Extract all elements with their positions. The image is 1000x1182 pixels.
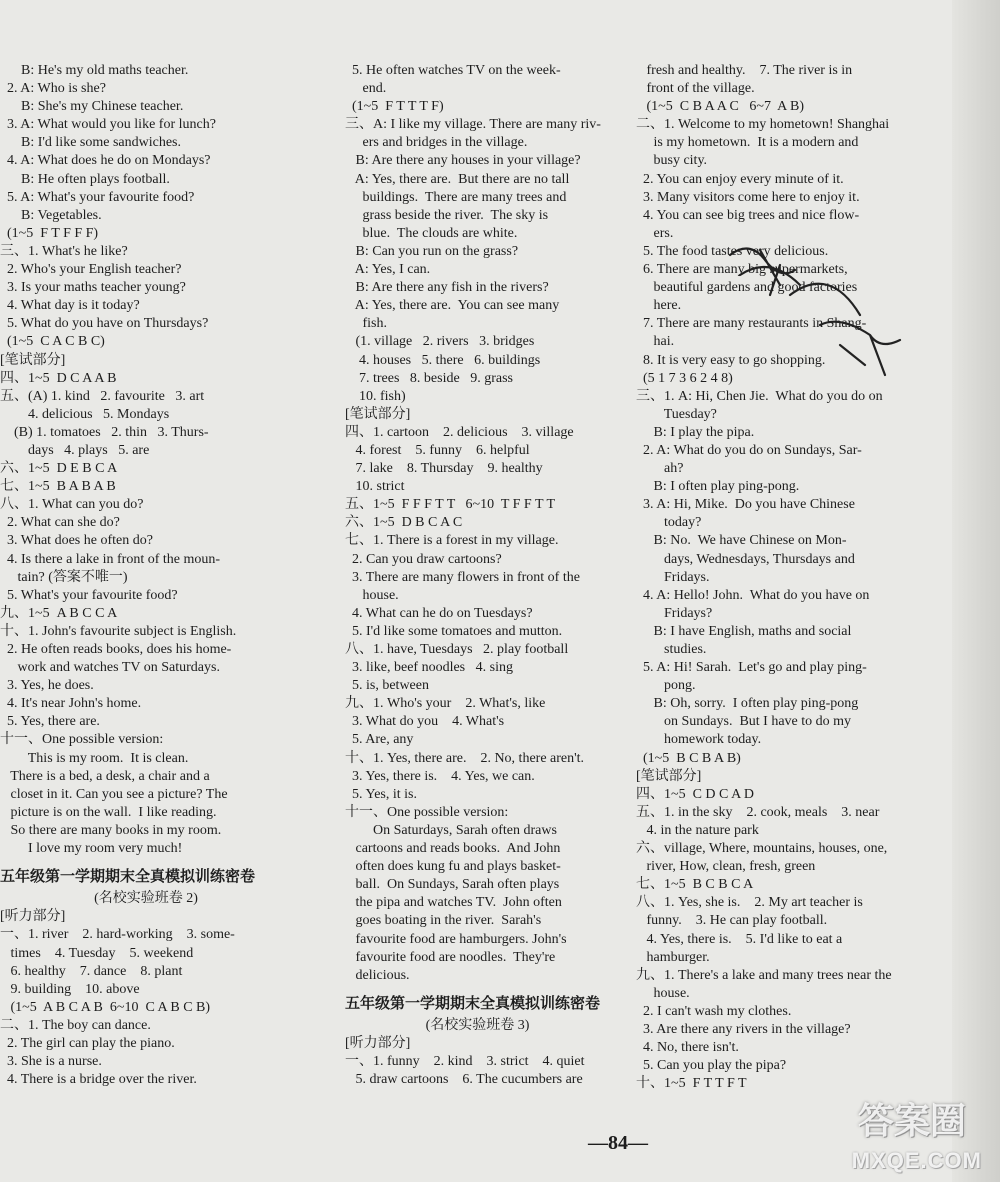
answer-line: 三、A: I like my village. There are many riv- bbox=[345, 117, 601, 133]
answer-line: cartoons and reads books. And John bbox=[345, 841, 561, 857]
answer-line: B: Vegetables. bbox=[0, 207, 102, 223]
answer-line: 八、1. have, Tuesdays 2. play football bbox=[345, 642, 569, 657]
answer-line: house. bbox=[636, 985, 690, 1001]
answer-line: 十、1. Yes, there are. 2. No, there aren't. bbox=[345, 750, 585, 766]
answer-line: often does kung fu and plays basket- bbox=[345, 859, 561, 875]
answer-line: 5. Yes, there are. bbox=[0, 714, 100, 730]
answer-line: 六、1~5 D B C A C bbox=[345, 515, 463, 531]
answer-line: 一、1. funny 2. kind 3. strict 4. quiet bbox=[345, 1054, 585, 1070]
answer-line: 二、1. Welcome to my hometown! Shanghai bbox=[636, 117, 890, 133]
answer-line: 2. A: Who is she? bbox=[0, 81, 106, 97]
answer-line: 4. A: Hello! John. What do you have on bbox=[636, 587, 870, 603]
answer-line: B: She's my Chinese teacher. bbox=[0, 99, 184, 115]
answer-line: days 4. plays 5. are bbox=[0, 442, 150, 458]
answer-line: days, Wednesdays, Thursdays and bbox=[636, 551, 855, 567]
answer-line: end. bbox=[345, 81, 387, 97]
answer-line: (1. village 2. rivers 3. bridges bbox=[345, 334, 535, 350]
answer-line: B: I often play ping-pong. bbox=[636, 479, 800, 495]
answer-line: 2. Who's your English teacher? bbox=[0, 262, 182, 278]
answer-line: beautiful gardens and good factories bbox=[636, 280, 858, 296]
answer-line: 2. What can she do? bbox=[0, 515, 120, 531]
answer-line: 5. draw cartoons 6. The cucumbers are bbox=[345, 1072, 583, 1088]
answer-line: 十、1~5 F T T F T bbox=[636, 1076, 747, 1092]
answer-line: 10. strict bbox=[345, 479, 405, 495]
answer-line: 4. houses 5. there 6. buildings bbox=[345, 352, 541, 368]
answer-line: 5. The food tastes very delicious. bbox=[636, 243, 829, 259]
answer-line: (1~5 A B C A B 6~10 C A B C B) bbox=[0, 999, 211, 1015]
answer-line: 3. Yes, he does. bbox=[0, 678, 94, 694]
answer-line: favourite food are noodles. They're bbox=[345, 949, 556, 965]
answer-line: I love my room very much! bbox=[0, 841, 183, 857]
answer-line: A: Yes, there are. You can see many bbox=[345, 298, 560, 314]
answer-line: 3. Many visitors come here to enjoy it. bbox=[636, 189, 860, 205]
answer-line: grass beside the river. The sky is bbox=[345, 207, 549, 223]
answer-line: 3. She is a nurse. bbox=[0, 1054, 102, 1070]
answer-line: (1~5 F T T T F) bbox=[345, 99, 444, 115]
answer-line: 九、1. There's a lake and many trees near the bbox=[636, 967, 892, 983]
answer-line: B: I'd like some sandwiches. bbox=[0, 135, 181, 151]
answer-line: front of the village. bbox=[636, 81, 755, 97]
answer-line: 6. healthy 7. dance 8. plant bbox=[0, 963, 183, 979]
answer-line: [听力部分] bbox=[0, 909, 66, 925]
answer-line: 五、(A) 1. kind 2. favourite 3. art bbox=[0, 388, 205, 404]
answer-line: delicious. bbox=[345, 967, 410, 983]
answer-line: work and watches TV on Saturdays. bbox=[0, 660, 220, 676]
answer-line: ah? bbox=[636, 461, 684, 477]
answer-line: closet in it. Can you see a picture? The bbox=[0, 786, 228, 802]
answer-line: 四、1~5 C D C A D bbox=[636, 786, 755, 802]
answer-line: B: He often plays football. bbox=[0, 171, 170, 187]
watermark-cn-text: 答案圈 bbox=[857, 1101, 966, 1142]
answer-line: 5. Can you play the pipa? bbox=[636, 1058, 787, 1074]
answer-line: hai. bbox=[636, 334, 675, 350]
answer-line: 2. He often reads books, does his home- bbox=[0, 642, 232, 657]
answer-line: 3. Is your maths teacher young? bbox=[0, 280, 186, 296]
answer-line: [笔试部分] bbox=[636, 768, 702, 784]
answer-line: 六、1~5 D E B C A bbox=[0, 461, 118, 477]
answer-line: 4. It's near John's home. bbox=[0, 696, 142, 712]
answer-line: ers. bbox=[636, 225, 674, 241]
answer-line: 10. fish) bbox=[345, 388, 406, 404]
answer-line: 5. is, between bbox=[345, 678, 429, 694]
answer-line: ball. On Sundays, Sarah often plays bbox=[345, 877, 560, 893]
answer-line: 4. No, there isn't. bbox=[636, 1040, 739, 1056]
answer-line: (1~5 C A C B C) bbox=[0, 334, 105, 350]
answer-line: 5. A: Hi! Sarah. Let's go and play ping- bbox=[636, 660, 867, 676]
answer-line: 八、1. Yes, she is. 2. My art teacher is bbox=[636, 895, 863, 911]
answer-line: house. bbox=[345, 587, 399, 603]
answer-line: 5. What's your favourite food? bbox=[0, 587, 178, 603]
answer-line: There is a bed, a desk, a chair and a bbox=[0, 768, 210, 784]
answer-line: 3. Are there any rivers in the village? bbox=[636, 1021, 851, 1037]
page-binding-edge bbox=[952, 0, 1000, 1182]
answer-line: 6. There are many big supermarkets, bbox=[636, 262, 848, 278]
answer-line: here. bbox=[636, 298, 682, 314]
answer-line: [笔试部分] bbox=[345, 406, 411, 422]
answer-line: B: No. We have Chinese on Mon- bbox=[636, 533, 847, 549]
section-subtitle: (名校实验班卷 2) bbox=[94, 891, 198, 907]
answer-line: 4. delicious 5. Mondays bbox=[0, 406, 170, 422]
answer-line: A: Yes, there are. But there are no tall bbox=[345, 171, 570, 187]
handwritten-scribble bbox=[720, 235, 920, 395]
left-column bbox=[0, 62, 312, 1089]
answer-line: homework today. bbox=[636, 732, 762, 748]
answer-line: 5. He often watches TV on the week- bbox=[345, 63, 561, 78]
answer-line: the pipa and watches TV. John often bbox=[345, 895, 562, 911]
answer-line: 三、1. A: Hi, Chen Jie. What do you do on bbox=[636, 388, 883, 404]
answer-line: B: Are there any fish in the rivers? bbox=[345, 280, 549, 296]
answer-line: 9. building 10. above bbox=[0, 981, 140, 997]
answer-line: A: Yes, I can. bbox=[345, 262, 431, 278]
answer-line: favourite food are hamburgers. John's bbox=[345, 931, 567, 947]
answer-line: 四、1~5 D C A A B bbox=[0, 370, 117, 386]
answer-line: 二、1. The boy can dance. bbox=[0, 1017, 151, 1033]
answer-line: 3. A: Hi, Mike. Do you have Chinese bbox=[636, 497, 855, 513]
answer-line: 3. What does he often do? bbox=[0, 533, 153, 549]
answer-line: ers and bridges in the village. bbox=[345, 135, 528, 151]
answer-line: 八、1. What can you do? bbox=[0, 497, 144, 513]
answer-line: (1~5 C B A A C 6~7 A B) bbox=[636, 99, 805, 115]
answer-line: 七、1~5 B A B A B bbox=[0, 479, 116, 495]
watermark-url-text: MXQE.COM bbox=[851, 1148, 982, 1173]
answer-line: 7. trees 8. beside 9. grass bbox=[345, 370, 513, 386]
page-number: —84— bbox=[588, 1132, 648, 1154]
answer-line: is my hometown. It is a modern and bbox=[636, 135, 859, 151]
answer-line: 2. I can't wash my clothes. bbox=[636, 1003, 792, 1019]
answer-line: river, How, clean, fresh, green bbox=[636, 859, 816, 875]
answer-line: 3. What do you 4. What's bbox=[345, 714, 505, 730]
answer-line: 2. The girl can play the piano. bbox=[0, 1035, 175, 1051]
answer-line: Fridays. bbox=[636, 569, 710, 585]
answer-line: Tuesday? bbox=[636, 406, 717, 422]
answer-line: 十一、One possible version: bbox=[345, 804, 509, 820]
answer-line: 4. Yes, there is. 5. I'd like to eat a bbox=[636, 931, 843, 947]
answer-line: 4. A: What does he do on Mondays? bbox=[0, 153, 211, 169]
answer-line: (5 1 7 3 6 2 4 8) bbox=[636, 370, 733, 386]
answer-line: 7. There are many restaurants in Shang- bbox=[636, 316, 867, 332]
answer-line: 十、1. John's favourite subject is English. bbox=[0, 623, 237, 639]
answer-line: 2. Can you draw cartoons? bbox=[345, 551, 502, 567]
answer-line: 5. Are, any bbox=[345, 732, 414, 748]
answer-line: B: I have English, maths and social bbox=[636, 623, 852, 639]
answer-line: 4. You can see big trees and nice flow- bbox=[636, 207, 860, 223]
answer-line: 4. What day is it today? bbox=[0, 298, 140, 314]
answer-line: times 4. Tuesday 5. weekend bbox=[0, 945, 194, 961]
answer-line: 一、1. river 2. hard-working 3. some- bbox=[0, 927, 235, 943]
answer-line: 三、1. What's he like? bbox=[0, 243, 128, 259]
answer-line: fresh and healthy. 7. The river is in bbox=[636, 63, 853, 78]
answer-line: (1~5 F T F F F) bbox=[0, 225, 99, 241]
answer-line: B: He's my old maths teacher. bbox=[0, 63, 189, 78]
answer-line: On Saturdays, Sarah often draws bbox=[345, 822, 557, 838]
right-column bbox=[636, 62, 948, 1093]
answer-line: 五、1. in the sky 2. cook, meals 3. near bbox=[636, 804, 880, 820]
answer-line: 5. Yes, it is. bbox=[345, 786, 417, 802]
answer-line: 四、1. cartoon 2. delicious 3. village bbox=[345, 424, 574, 440]
answer-line: B: Can you run on the grass? bbox=[345, 243, 519, 259]
answer-line: 3. There are many flowers in front of the bbox=[345, 569, 580, 585]
answer-line: today? bbox=[636, 515, 702, 531]
answer-line: funny. 3. He can play football. bbox=[636, 913, 828, 929]
answer-line: [笔试部分] bbox=[0, 352, 66, 368]
answer-line: 2. A: What do you do on Sundays, Sar- bbox=[636, 442, 862, 458]
answer-line: 4. Is there a lake in front of the moun- bbox=[0, 551, 221, 567]
answer-line: B: I play the pipa. bbox=[636, 424, 755, 440]
answer-line: pong. bbox=[636, 678, 696, 694]
section-title: 五年级第一学期期末全真模拟训练密卷 bbox=[345, 995, 601, 1012]
answer-line: This is my room. It is clean. bbox=[0, 750, 189, 766]
answer-line: 4. in the nature park bbox=[636, 822, 759, 838]
answer-line: 5. What do you have on Thursdays? bbox=[0, 316, 209, 332]
answer-line: studies. bbox=[636, 642, 707, 657]
answer-line: hamburger. bbox=[636, 949, 710, 965]
answer-line: 七、1. There is a forest in my village. bbox=[345, 533, 559, 549]
answer-line: buildings. There are many trees and bbox=[345, 189, 567, 205]
answer-line: 六、village, Where, mountains, houses, one, bbox=[636, 841, 888, 857]
site-watermark bbox=[806, 1090, 996, 1180]
answer-line: B: Are there any houses in your village? bbox=[345, 153, 581, 169]
answer-line: B: Oh, sorry. I often play ping-pong bbox=[636, 696, 859, 712]
answer-line: tain? (答案不唯一) bbox=[0, 569, 128, 585]
answer-line: 7. lake 8. Thursday 9. healthy bbox=[345, 461, 543, 477]
answer-line: busy city. bbox=[636, 153, 708, 169]
answer-line: 2. You can enjoy every minute of it. bbox=[636, 171, 844, 187]
answer-line: 九、1~5 A B C C A bbox=[0, 605, 118, 621]
answer-line: 4. There is a bridge over the river. bbox=[0, 1072, 197, 1088]
answer-line: blue. The clouds are white. bbox=[345, 225, 518, 241]
answer-line: fish. bbox=[345, 316, 387, 332]
answer-line: 5. A: What's your favourite food? bbox=[0, 189, 195, 205]
answer-line: (B) 1. tomatoes 2. thin 3. Thurs- bbox=[0, 424, 209, 440]
answer-line: goes boating in the river. Sarah's bbox=[345, 913, 542, 929]
answer-line: 8. It is very easy to go shopping. bbox=[636, 352, 826, 368]
answer-line: So there are many books in my room. bbox=[0, 822, 222, 838]
answer-line: 3. Yes, there is. 4. Yes, we can. bbox=[345, 768, 535, 784]
answer-line: 十一、One possible version: bbox=[0, 732, 164, 748]
answer-line: 七、1~5 B C B C A bbox=[636, 877, 754, 893]
answer-line: 九、1. Who's your 2. What's, like bbox=[345, 696, 546, 712]
answer-line: 4. What can he do on Tuesdays? bbox=[345, 605, 533, 621]
section-title: 五年级第一学期期末全真模拟训练密卷 bbox=[0, 869, 256, 886]
answer-line: [听力部分] bbox=[345, 1035, 411, 1051]
middle-column bbox=[345, 62, 630, 1089]
answer-line: (1~5 B C B A B) bbox=[636, 750, 741, 766]
answer-line: 五、1~5 F F F T T 6~10 T F F T T bbox=[345, 497, 556, 513]
answer-line: Fridays? bbox=[636, 605, 713, 621]
answer-line: 5. I'd like some tomatoes and mutton. bbox=[345, 623, 563, 639]
answer-line: 3. like, beef noodles 4. sing bbox=[345, 660, 513, 676]
answer-line: picture is on the wall. I like reading. bbox=[0, 804, 217, 820]
answer-line: on Sundays. But I have to do my bbox=[636, 714, 852, 730]
answer-line: 4. forest 5. funny 6. helpful bbox=[345, 442, 530, 458]
section-subtitle: (名校实验班卷 3) bbox=[425, 1017, 530, 1033]
answer-line: 3. A: What would you like for lunch? bbox=[0, 117, 216, 133]
